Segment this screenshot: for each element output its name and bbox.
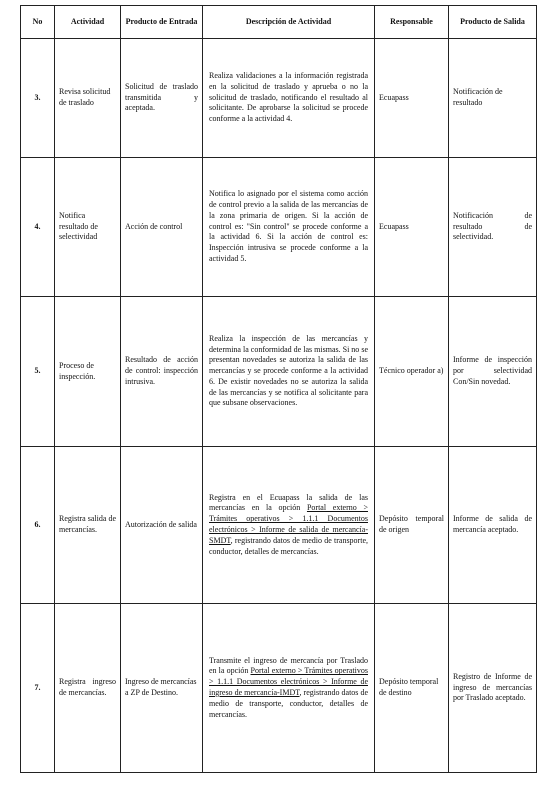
header-descripcion: Descripción de Actividad: [203, 6, 375, 39]
row-number: 7.: [21, 604, 55, 773]
descripcion-text: , registrando datos de medio de transporte, conductor, detalles de mercancías.: [209, 535, 368, 556]
row-responsable: Depósito temporal de destino: [375, 604, 449, 773]
row-salida: Notificación de resultado de selectividad.: [449, 158, 537, 297]
row-salida: Informe de inspección por selectividad Con/Sin novedad.: [449, 297, 537, 447]
table-row: [21, 604, 537, 773]
row-salida: Registro de Informe de ingreso de mercancías por Traslado aceptado.: [449, 604, 537, 773]
descripcion-text: , registrando datos de medio de transporte, conductor, detalles de mercancías.: [209, 688, 368, 719]
row-descripcion: [203, 447, 375, 604]
row-number: 3.: [21, 39, 55, 158]
row-number: 6.: [21, 447, 55, 604]
row-actividad: Registra salida de mercancías.: [55, 447, 121, 604]
activities-table: [20, 5, 537, 773]
row-responsable: Ecuapass: [375, 39, 449, 158]
header-responsable: Responsable: [375, 6, 449, 39]
row-actividad: Revisa solicitud de traslado: [55, 39, 121, 158]
descripcion-text: Registra en el Ecuapass la salida de las mercancías en la opción: [209, 492, 368, 513]
header-actividad: Actividad: [55, 6, 121, 39]
row-responsable: Ecuapass: [375, 158, 449, 297]
table-row: [21, 297, 537, 447]
row-entrada: Solicitud de traslado transmitida y aceptada.: [121, 39, 203, 158]
row-salida: Notificación de resultado: [449, 39, 537, 158]
row-entrada: Acción de control: [121, 158, 203, 297]
descripcion-menu-path: Portal externo > Trámites operativos > 1.1.1 Documentos electrónicos > Informe de salida de mercancía-SMDT: [209, 503, 368, 545]
row-descripcion: Notifica lo asignado por el sistema como acción de control previo a la salida de las mercancías de la zona primaria de origen. Si la acción de control es: "Sin control" se procede conforme a la actividad 6. Si la acción de control es: Inspección intrusiva se procede conforme a la actividad 5.: [203, 158, 375, 297]
row-descripcion: Realiza la inspección de las mercancías y determina la conformidad de las mismas. Si no se presentan novedades se autoriza la salida de las mercancías y se procede conforme a la actividad 6. De existir novedades no se autoriza la salida de las mercancías y se notifica al solicitante para que subsane observaciones.: [203, 297, 375, 447]
header-no: No: [21, 6, 55, 39]
descripcion-text: Transmite el ingreso de mercancía por Traslado en la opción: [209, 655, 368, 676]
table-row: [21, 39, 537, 158]
row-responsable: Depósito temporal de origen: [375, 447, 449, 604]
row-number: 4.: [21, 158, 55, 297]
table-header-row: [21, 6, 537, 39]
table-row: [21, 447, 537, 604]
descripcion-menu-path: Portal externo > Trámites operativos > 1.1.1 Documentos electrónicos > Informe de ingreso de mercancía-IMDT: [209, 666, 368, 697]
header-producto-salida: Producto de Salida: [449, 6, 537, 39]
table-row: [21, 158, 537, 297]
row-actividad: Proceso de inspección.: [55, 297, 121, 447]
row-actividad: Registra ingreso de mercancías.: [55, 604, 121, 773]
row-entrada: Ingreso de mercancías a ZP de Destino.: [121, 604, 203, 773]
row-descripcion: [203, 604, 375, 773]
row-salida: Informe de salida de mercancía aceptado.: [449, 447, 537, 604]
row-responsable: Técnico operador a): [375, 297, 449, 447]
row-actividad: Notifica resultado de selectividad: [55, 158, 121, 297]
row-entrada: Resultado de acción de control: inspección intrusiva.: [121, 297, 203, 447]
header-producto-entrada: Producto de Entrada: [121, 6, 203, 39]
row-entrada: Autorización de salida: [121, 447, 203, 604]
row-descripcion: Realiza validaciones a la información registrada en la solicitud de traslado y aprueba o no la solicitud de traslado, notificando el resultado al solicitante. De aprobarse la solicitud se procede conforme a la actividad 4.: [203, 39, 375, 158]
row-number: 5.: [21, 297, 55, 447]
